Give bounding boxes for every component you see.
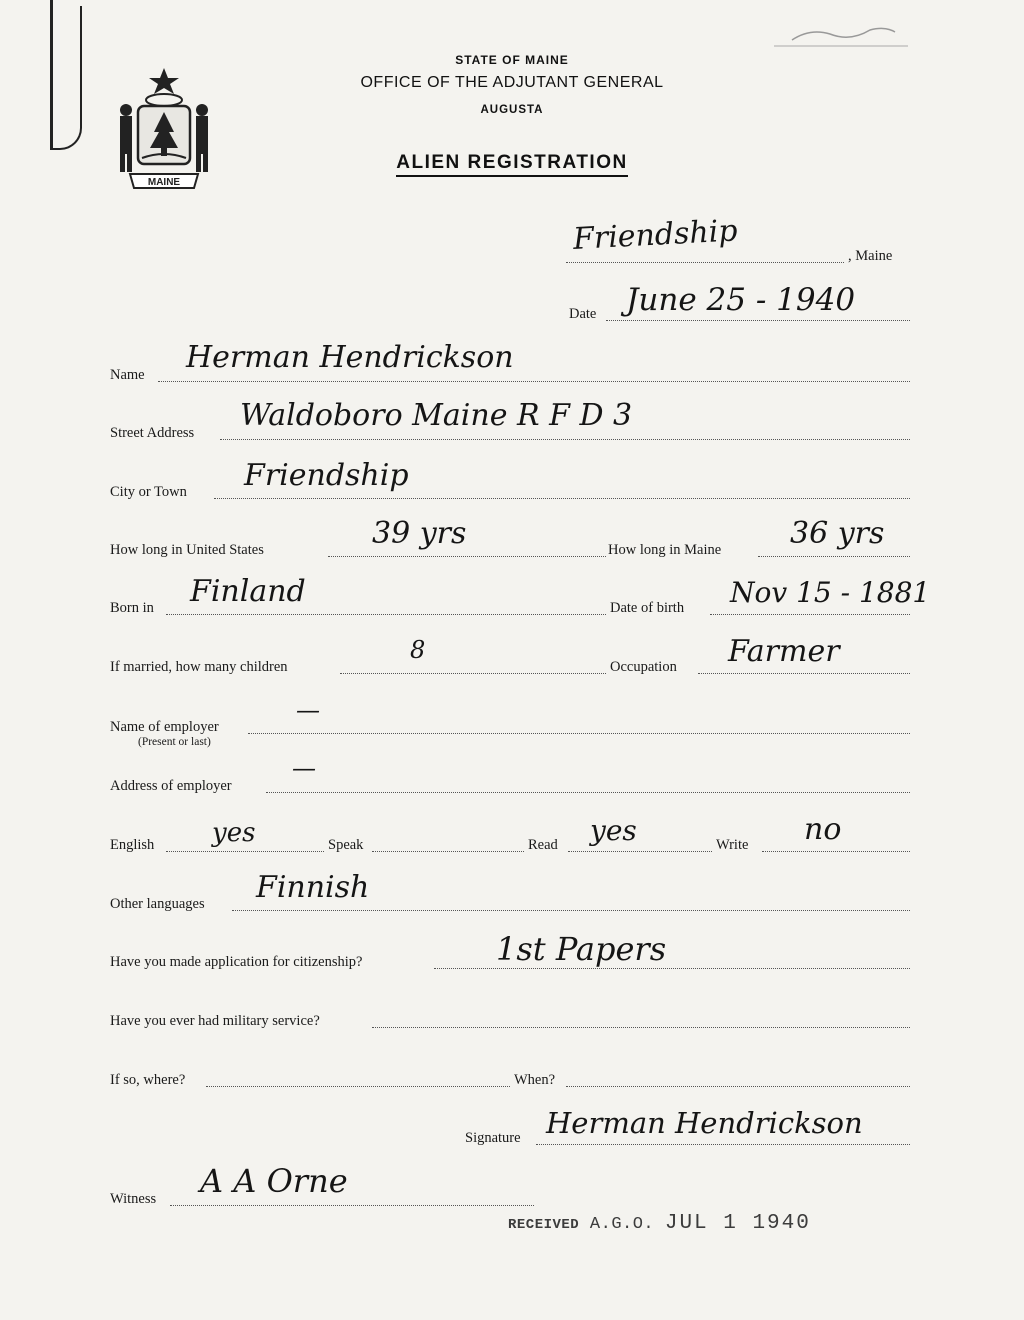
citizenship-value: 1st Papers [496,930,667,968]
born-value: Finland [190,574,306,609]
children-line [340,673,606,674]
when-label: When? [514,1072,556,1088]
header-office: OFFICE OF THE ADJUTANT GENERAL [360,74,664,91]
town-line [566,262,844,263]
date-value: June 25 - 1940 [626,282,856,318]
where-line [206,1086,510,1087]
us-value: 39 yrs [372,516,467,551]
witness-value: A A Orne [200,1162,348,1200]
occupation-line [698,673,910,674]
occupation-label: Occupation [610,659,677,675]
city-label: City or Town [110,484,187,500]
header-state: STATE OF MAINE [455,53,569,67]
stamp-lead: RECEIVED [508,1217,580,1233]
witness-label: Witness [110,1191,157,1207]
street-line [220,439,910,440]
maine-line [758,556,910,557]
born-label: Born in [110,600,154,616]
employer-address-line [266,792,910,793]
where-label: If so, where? [110,1072,186,1088]
occupation-value: Farmer [728,634,840,669]
header-city: AUGUSTA [480,104,544,116]
date-label: Date [569,306,597,322]
dob-value: Nov 15 - 1881 [730,576,931,609]
read-label: Read [528,837,558,853]
employer-line [248,733,910,734]
other-languages-line [232,910,910,911]
english-value: yes [212,818,256,848]
signature-value: Herman Hendrickson [546,1106,863,1140]
name-line [158,381,910,382]
when-line [566,1086,910,1087]
town-value: Friendship [572,213,739,257]
read-value: yes [590,814,637,847]
us-line [328,556,606,557]
citizenship-label: Have you made application for citizenship? [110,954,363,970]
children-value: 8 [410,636,426,664]
read-line [568,851,712,852]
employer-address-label: Address of employer [110,778,232,794]
received-stamp [508,1212,811,1235]
maine-label: How long in Maine [608,542,722,558]
stamp-office: A.G.O. [589,1215,655,1234]
employer-label: Name of employer [110,719,219,735]
city-value: Friendship [244,458,409,493]
dob-line [710,614,910,615]
us-label: How long in United States [110,542,264,558]
street-value: Waldoboro Maine R F D 3 [240,398,633,433]
signature-label: Signature [465,1130,521,1146]
maine-value: 36 yrs [790,516,885,551]
children-label: If married, how many children [110,659,288,675]
write-value: no [804,812,842,847]
speak-line [372,851,524,852]
employer-value: — [296,696,320,724]
military-line [372,1027,910,1028]
dob-label: Date of birth [610,600,685,616]
english-label: English [110,837,155,853]
name-label: Name [110,367,145,383]
write-label: Write [716,837,749,853]
citizenship-line [434,968,910,969]
city-line [214,498,910,499]
name-value: Herman Hendrickson [186,340,514,375]
stamp-date: JUL 1 1940 [664,1212,811,1235]
speak-label: Speak [328,837,364,853]
born-line [166,614,606,615]
date-line [606,320,910,321]
other-languages-value: Finnish [256,870,370,905]
witness-line [170,1205,534,1206]
employer-sublabel: (Present or last) [138,736,211,748]
english-line [166,851,324,852]
other-languages-label: Other languages [110,896,205,912]
military-label: Have you ever had military service? [110,1013,320,1029]
corner-pencil-mark [770,20,910,50]
seal-scroll-text: MAINE [147,177,181,188]
signature-line [536,1144,910,1145]
street-label: Street Address [110,425,195,441]
write-line [762,851,910,852]
employer-address-value: — [292,754,316,782]
town-suffix: , Maine [848,248,893,264]
form-title-wrap [0,152,1024,177]
form-title: ALIEN REGISTRATION [396,152,627,177]
